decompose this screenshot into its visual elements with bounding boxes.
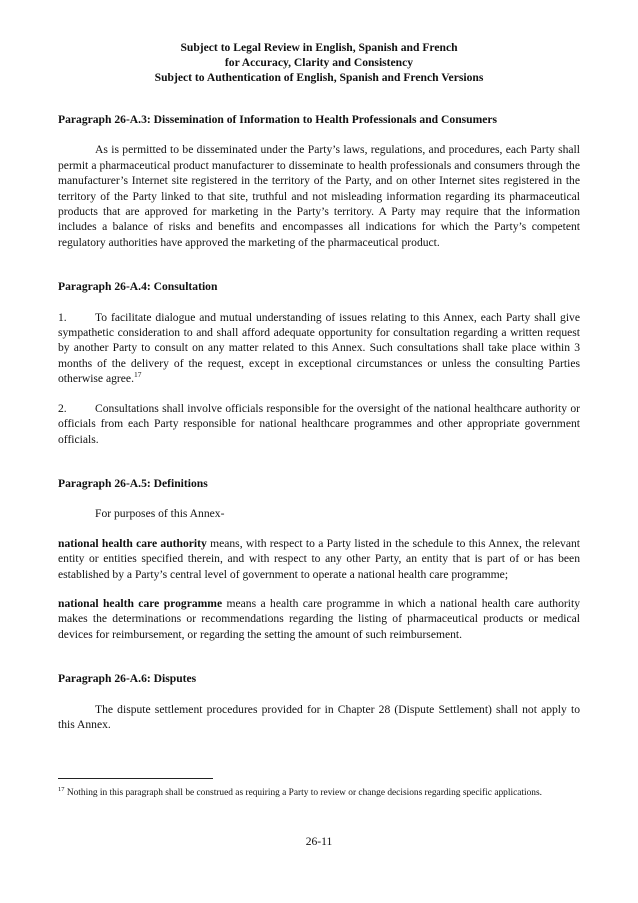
definitions-intro: For purposes of this Annex-	[95, 507, 225, 521]
header-line-2: for Accuracy, Clarity and Consistency	[224, 56, 414, 69]
paragraph-text: Consultations shall involve officials responsible for the oversight of the national healthcare authority or officials from each Party responsible for national healthcare programmes and other appropriate government officials.	[58, 401, 580, 446]
footnote-reference[interactable]: 17	[133, 370, 142, 380]
footnote-17	[58, 786, 580, 800]
paragraph-number: 1.	[58, 310, 67, 324]
definition-text: means, with respect to a Party listed in the schedule to this Annex, the relevant entity or entities specified therein, and with respect to any other Party, an entity that is part of or has been established by a Party’s central level of government to operate a national health care programme;	[58, 536, 580, 581]
document-body	[58, 112, 580, 732]
definition-national-health-care-programme	[58, 596, 580, 642]
paragraph-text: To facilitate dialogue and mutual understanding of issues relating to this Annex, each Party shall give sympathetic consideration to and shall afford adequate opportunity for consultation regarding a written request by another Party to consult on any matter related to this Annex. Such consultations shall take place within 3 months of the delivery of the request, except in exceptional circumstances or unless the consulting Parties otherwise agree.	[58, 310, 580, 386]
definition-term: national health care programme	[58, 596, 223, 610]
section-body-26-a3: As is permitted to be disseminated under the Party’s laws, regulations, and procedures, each Party shall permit a pharmaceutical product manufacturer to disseminate to health professionals and consumers through the manufacturer’s Internet site registered in the territory of the Party, and on other Internet sites registered in the territory of the Party linked to that site, truthful and not misleading information regarding its pharmaceutical products that are approved for marketing in the Party’s territory. A Party may require that the information includes a balance of risks and benefits and encompasses all indications for which the Party’s competent regulatory authorities have approved the marketing of the pharmaceutical product.	[58, 143, 580, 249]
page-number: 26-11	[305, 835, 333, 848]
consultation-paragraph-1	[58, 310, 580, 387]
section-heading-26-a4: Paragraph 26-A.4: Consultation	[58, 280, 218, 294]
section-heading-26-a3: Paragraph 26-A.3: Dissemination of Information to Health Professionals and Consumers	[58, 113, 498, 126]
paragraph-number: 2.	[58, 401, 67, 415]
definition-national-health-care-authority	[58, 536, 580, 582]
consultation-paragraph-2	[58, 401, 580, 447]
definition-term: national health care authority	[58, 536, 207, 550]
header-line-3: Subject to Authentication of English, Spanish and French Versions	[154, 71, 484, 84]
page-header	[0, 40, 638, 85]
footnote-number: 17	[58, 785, 65, 793]
definition-text: means a health care programme in which a national health care authority makes the determinations or recommendations regarding the listing of pharmaceutical products or medical devices for reimbursement, or regarding the setting the amount of such reimbursement.	[58, 596, 580, 641]
section-heading-26-a5: Paragraph 26-A.5: Definitions	[58, 476, 208, 490]
section-heading-26-a6: Paragraph 26-A.6: Disputes	[58, 672, 197, 686]
section-body-26-a6: The dispute settlement procedures provided for in Chapter 28 (Dispute Settlement) shall not apply to this Annex.	[58, 702, 580, 731]
footnote-separator	[58, 778, 213, 779]
footnote-text: Nothing in this paragraph shall be construed as requiring a Party to review or change decisions regarding specific applications.	[64, 788, 542, 798]
header-line-1: Subject to Legal Review in English, Spanish and French	[180, 41, 458, 54]
